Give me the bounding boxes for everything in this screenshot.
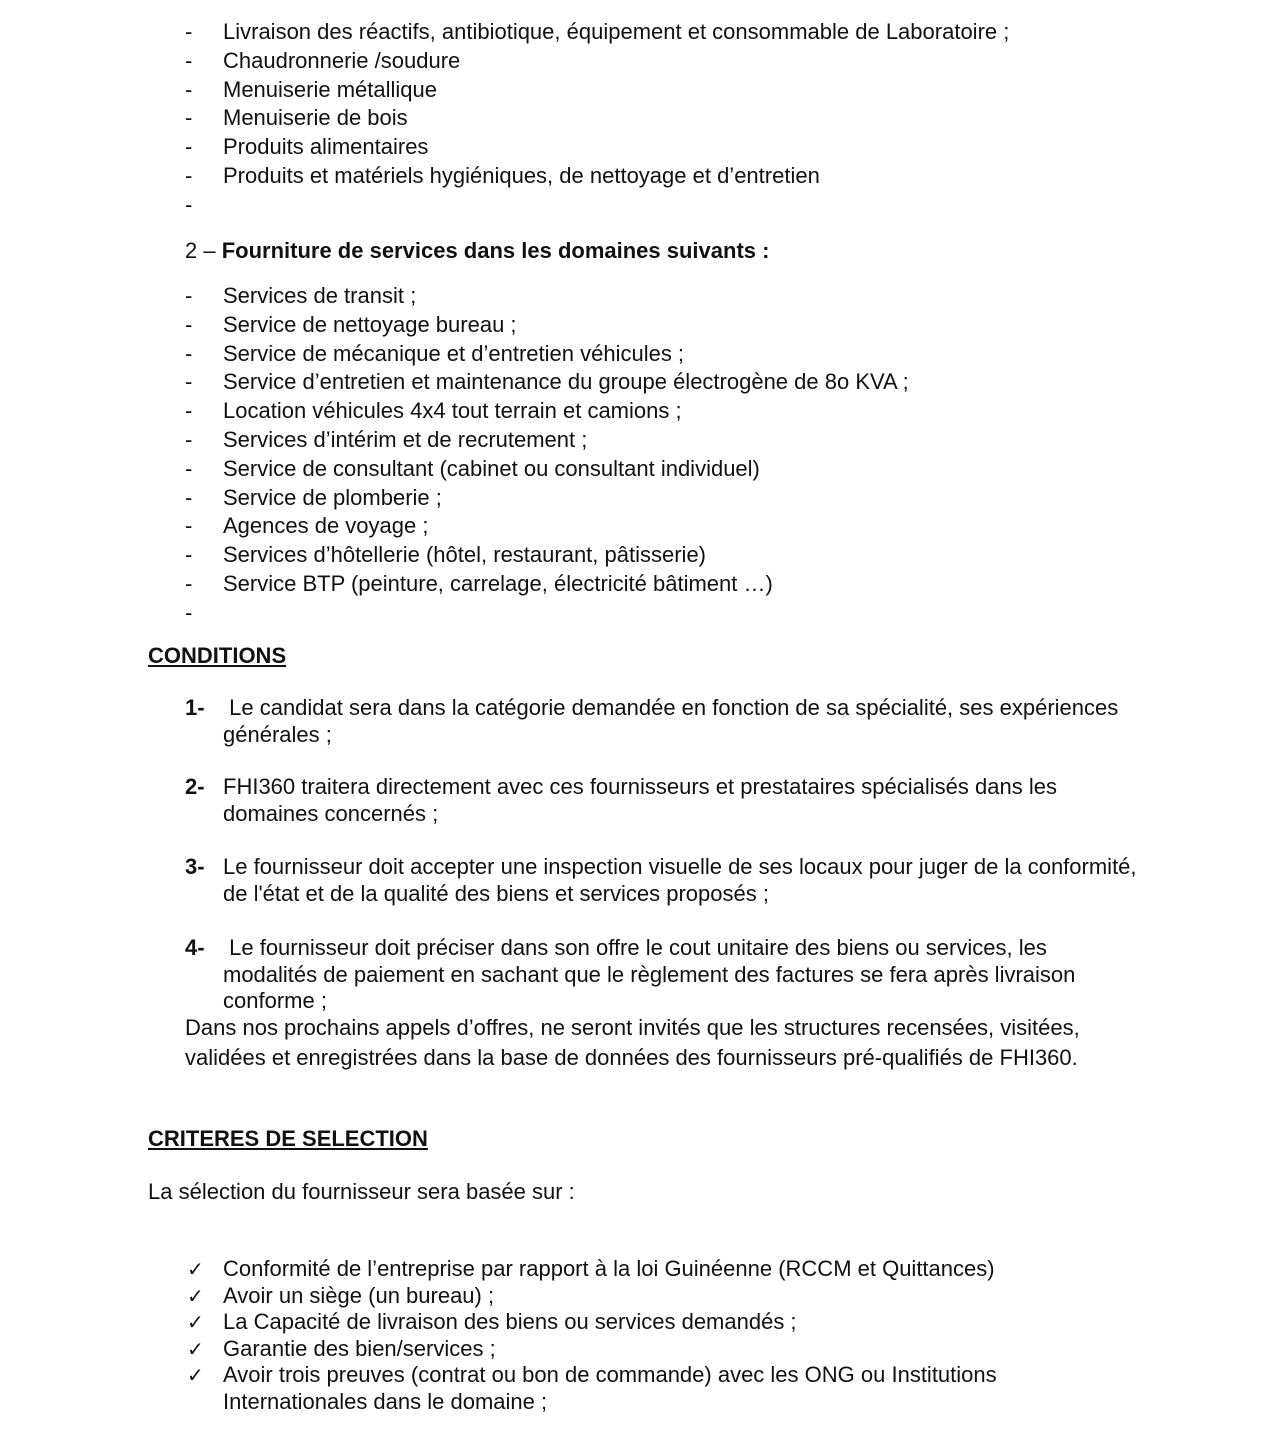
dash-bullet: - xyxy=(185,311,193,337)
dash-bullet: - xyxy=(185,19,193,44)
list-item xyxy=(185,47,1009,76)
list-item xyxy=(185,512,909,541)
services-list xyxy=(185,282,909,628)
list-item xyxy=(185,282,909,311)
dash-bullet: - xyxy=(185,398,193,424)
list-item-text: Livraison des réactifs, antibiotique, équipement et consommable de Laboratoire ; xyxy=(223,19,1010,44)
criteria-title: CRITERES DE SELECTION xyxy=(148,1126,428,1151)
condition-item xyxy=(185,854,1145,907)
dash-bullet: - xyxy=(185,47,193,73)
condition-text: Le fournisseur doit préciser dans son offre le cout unitaire des biens ou services, les modalités de paiement en sachant que le règlement des factures se fera après livraison conforme ; xyxy=(223,935,1082,1013)
list-item xyxy=(185,1362,1145,1415)
list-item xyxy=(185,599,909,628)
list-item-text: Services d’hôtellerie (hôtel, restaurant, pâtisserie) xyxy=(223,542,707,568)
checkmark-icon: ✓ xyxy=(187,1310,204,1334)
dash-bullet: - xyxy=(185,134,193,160)
condition-number: 4- xyxy=(185,935,205,960)
list-item xyxy=(185,18,1009,47)
list-item xyxy=(185,541,909,570)
list-item xyxy=(185,570,909,599)
dash-bullet: - xyxy=(185,76,193,102)
dash-bullet: - xyxy=(185,105,193,131)
list-item xyxy=(185,162,1009,191)
services-heading-title: Fourniture de services dans les domaines suivants : xyxy=(221,238,770,263)
goods-list xyxy=(185,18,1009,220)
list-item-text: Avoir un siège (un bureau) ; xyxy=(223,1282,495,1308)
checkmark-icon: ✓ xyxy=(187,1336,204,1361)
dash-bullet: - xyxy=(185,426,193,452)
condition-number: 2- xyxy=(185,774,205,799)
criteria-list xyxy=(185,1256,1145,1415)
condition-item xyxy=(185,774,1145,827)
condition-text: Le fournisseur doit accepter une inspection visuelle de ses locaux pour juger de la conformité, de l'état et de la qualité des biens et services proposés ; xyxy=(223,854,1137,906)
condition-item xyxy=(185,935,1145,1015)
list-item-text: La Capacité de livraison des biens ou services demandés ; xyxy=(223,1309,797,1334)
condition-number: 3- xyxy=(185,854,205,879)
conditions-closing-paragraph: Dans nos prochains appels d’offres, ne seront invités que les structures recensées, visitées, validées et enregistrées dans la base de données des fournisseurs pré-qualifiés de FHI360. xyxy=(185,1015,1080,1070)
dash-bullet: - xyxy=(185,542,193,568)
services-heading-number: 2 – xyxy=(185,238,222,263)
dash-bullet: - xyxy=(185,513,193,539)
list-item xyxy=(185,1283,1145,1310)
list-item-text: Service d’entretien et maintenance du groupe électrogène de 8o KVA ; xyxy=(223,369,909,395)
list-item-text: Service BTP (peinture, carrelage, électricité bâtiment …) xyxy=(223,570,773,596)
list-item xyxy=(185,1309,1145,1336)
checkmark-icon: ✓ xyxy=(187,1283,204,1308)
dash-bullet: - xyxy=(185,599,193,625)
list-item-text: Service de consultant (cabinet ou consultant individuel) xyxy=(223,455,760,481)
list-item xyxy=(185,1336,1145,1363)
list-item-text: Avoir trois preuves (contrat ou bon de commande) avec les ONG ou Institutions Internationales dans le domaine ; xyxy=(223,1362,997,1414)
condition-text: Le candidat sera dans la catégorie demandée en fonction de sa spécialité, ses expériences générales ; xyxy=(223,695,1125,747)
list-item-text: Produits alimentaires xyxy=(223,134,429,160)
list-item xyxy=(185,340,909,369)
list-item-text: Service de nettoyage bureau ; xyxy=(223,311,517,337)
services-heading xyxy=(185,236,769,266)
checkmark-icon: ✓ xyxy=(187,1363,204,1387)
list-item xyxy=(185,191,1009,220)
list-item-text: Menuiserie métallique xyxy=(223,76,437,102)
dash-bullet: - xyxy=(185,283,193,308)
condition-item xyxy=(185,695,1145,748)
list-item xyxy=(185,311,909,340)
dash-bullet: - xyxy=(185,191,193,217)
checkmark-icon: ✓ xyxy=(187,1257,204,1281)
dash-bullet: - xyxy=(185,570,193,596)
dash-bullet: - xyxy=(185,455,193,481)
list-item-text: Chaudronnerie /soudure xyxy=(223,47,461,73)
list-item-text: Agences de voyage ; xyxy=(223,513,429,539)
criteria-intro: La sélection du fournisseur sera basée sur : xyxy=(148,1179,575,1204)
list-item-text: Services de transit ; xyxy=(223,283,417,308)
conditions-title: CONDITIONS xyxy=(148,643,287,668)
list-item xyxy=(185,76,1009,105)
list-item xyxy=(185,426,909,455)
list-item-text: Service de plomberie ; xyxy=(223,484,442,510)
list-item xyxy=(185,104,1009,133)
list-item-text: Location véhicules 4x4 tout terrain et camions ; xyxy=(223,398,682,424)
list-item-text: Garantie des bien/services ; xyxy=(223,1335,496,1361)
dash-bullet: - xyxy=(185,484,193,510)
condition-number: 1- xyxy=(185,695,205,720)
list-item xyxy=(185,1256,1145,1283)
list-item xyxy=(185,133,1009,162)
list-item xyxy=(185,484,909,513)
list-item-text: Menuiserie de bois xyxy=(223,105,408,131)
dash-bullet: - xyxy=(185,162,193,188)
list-item xyxy=(185,368,909,397)
list-item-text: Produits et matériels hygiéniques, de nettoyage et d’entretien xyxy=(223,162,820,188)
list-item xyxy=(185,397,909,426)
list-item xyxy=(185,455,909,484)
dash-bullet: - xyxy=(185,369,193,395)
list-item-text: Services d’intérim et de recrutement ; xyxy=(223,426,588,452)
list-item-text: Service de mécanique et d’entretien véhicules ; xyxy=(223,340,685,366)
list-item-text: Conformité de l’entreprise par rapport à la loi Guinéenne (RCCM et Quittances) xyxy=(223,1256,995,1281)
condition-text: FHI360 traitera directement avec ces fournisseurs et prestataires spécialisés dans les domaines concernés ; xyxy=(223,774,1057,826)
dash-bullet: - xyxy=(185,340,193,366)
